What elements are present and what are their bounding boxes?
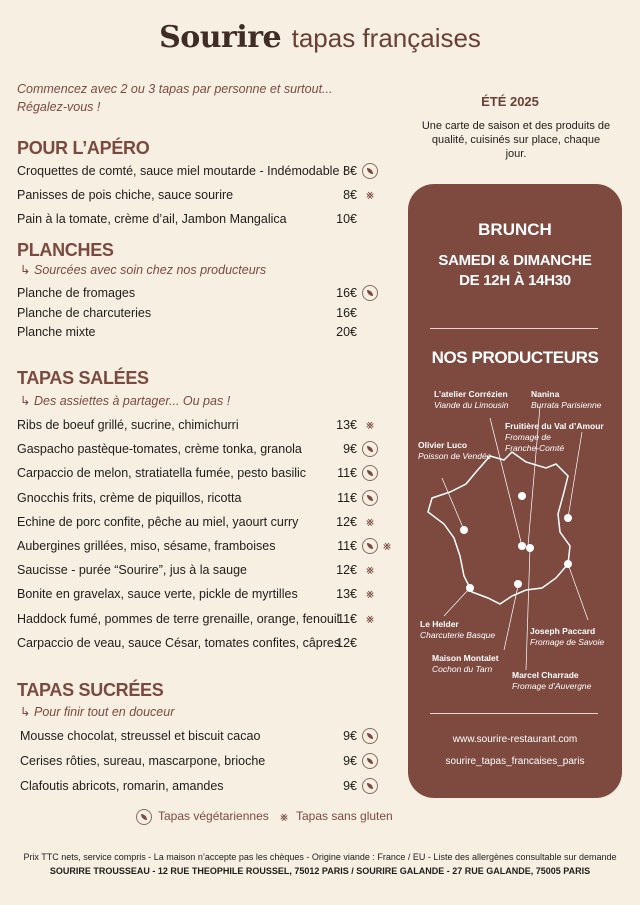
vegetarian-icon bbox=[362, 490, 378, 506]
producer-name: Maison Montalet bbox=[432, 653, 499, 663]
producer-name: Fruitière du Val d’Amour bbox=[505, 421, 604, 431]
menu-item-price: 10€ bbox=[336, 212, 357, 226]
gluten-free-icon: ⨳ bbox=[382, 538, 392, 553]
subtitle-text: Pour finir tout en douceur bbox=[34, 705, 175, 719]
producer-label bbox=[531, 389, 601, 411]
menu-item bbox=[17, 634, 357, 652]
menu-item-price: 8€ bbox=[343, 188, 357, 202]
brunch-hours: DE 12H À 14H30 bbox=[459, 272, 571, 289]
leader-line bbox=[444, 590, 468, 616]
restaurant-header bbox=[0, 20, 640, 55]
vegetarian-icon bbox=[362, 753, 378, 769]
menu-item-price: 11€ bbox=[337, 466, 357, 481]
gluten-free-icon: ⨳ bbox=[365, 187, 375, 202]
producer-name: L’atelier Corrézien bbox=[434, 389, 508, 399]
gluten-free-icon: ⨳ bbox=[365, 586, 375, 602]
menu-item-price: 16€ bbox=[336, 305, 357, 320]
producer-name: Nanina bbox=[531, 389, 560, 399]
menu-item-price: 8€ bbox=[343, 164, 357, 178]
producers-title: NOS PRODUCTEURS bbox=[431, 348, 599, 367]
menu-item-price: 9€ bbox=[343, 729, 357, 743]
menu-item bbox=[17, 561, 357, 579]
menu-item-name: Croquettes de comté, sauce miel moutarde - Indémodable ! bbox=[17, 164, 347, 178]
menu-item bbox=[20, 727, 357, 745]
map-pin bbox=[564, 560, 572, 568]
menu-item-price: 13€ bbox=[336, 587, 357, 602]
producer-description: Cochon du Tarn bbox=[432, 664, 493, 674]
footer-addresses: SOURIRE TROUSSEAU - 12 RUE THEOPHILE ROUSSEL, 75012 PARIS / SOURIRE GALANDE - 27 RUE GALANDE, 75005 PARIS bbox=[49, 866, 591, 876]
menu-item-name: Carpaccio de melon, stratiatella fumée, pesto basilic bbox=[17, 466, 307, 481]
producer-label bbox=[434, 389, 509, 411]
menu-item-price: 11€ bbox=[337, 539, 357, 553]
menu-item bbox=[17, 210, 357, 228]
producer-description: Viande du Limousin bbox=[434, 400, 509, 410]
map-pin bbox=[466, 584, 474, 592]
menu-item-name: Planche de charcuteries bbox=[17, 305, 152, 320]
menu-item bbox=[17, 186, 357, 204]
producer-label bbox=[530, 626, 604, 648]
menu-item-price: 11€ bbox=[337, 490, 357, 505]
menu-item bbox=[20, 777, 357, 795]
menu-item bbox=[17, 416, 357, 434]
producer-description: Charcuterie Basque bbox=[420, 630, 496, 640]
footer-notes: Prix TTC nets, service compris - La maison n’accepte pas les chèques - Origine viande : France / EU - Liste des allergènes consultable sur demande bbox=[23, 852, 617, 862]
vegetarian-icon bbox=[362, 163, 378, 179]
menu-item-price: 11€ bbox=[337, 611, 357, 626]
producer-name: Le Helder bbox=[420, 619, 459, 629]
menu-item bbox=[17, 304, 357, 322]
menu-item-name: Planche de fromages bbox=[17, 286, 136, 300]
section-subtitle-salees bbox=[20, 393, 230, 408]
menu-item-name: Haddock fumé, pommes de terre grenaille, orange, fenouil bbox=[17, 611, 340, 626]
menu-item-name: Panisses de pois chiche, sauce sourire bbox=[17, 188, 234, 202]
vegetarian-icon bbox=[362, 778, 378, 794]
producer-label bbox=[418, 440, 491, 462]
producer-label bbox=[512, 670, 591, 692]
map-pin bbox=[518, 492, 526, 500]
vegetarian-icon bbox=[362, 538, 378, 554]
leader-line bbox=[526, 548, 530, 670]
menu-item bbox=[17, 513, 357, 531]
producer-label bbox=[432, 653, 499, 675]
menu-item-price: 20€ bbox=[336, 325, 357, 339]
menu-item-price: 9€ bbox=[343, 442, 357, 457]
legend-vegetarian: Tapas végétariennes bbox=[158, 809, 269, 823]
producer-name: Joseph Paccard bbox=[530, 626, 596, 636]
map-pin bbox=[518, 542, 526, 550]
section-title-salees: TAPAS SALÉES bbox=[17, 368, 149, 388]
intro-text bbox=[17, 80, 397, 116]
menu-item-name: Clafoutis abricots, romarin, amandes bbox=[20, 779, 224, 794]
vegetarian-icon bbox=[136, 809, 152, 825]
vegetarian-icon bbox=[362, 285, 378, 301]
subtitle-text: Des assiettes à partager... Ou pas ! bbox=[34, 394, 231, 408]
menu-item bbox=[17, 162, 357, 180]
producer-name: Marcel Charrade bbox=[512, 670, 579, 680]
menu-item bbox=[17, 440, 357, 458]
vegetarian-icon bbox=[362, 465, 378, 481]
producer-description: Fromage d’Auvergne bbox=[512, 681, 592, 691]
gluten-free-icon: ⨳ bbox=[365, 513, 375, 529]
gluten-free-icon: ⨳ bbox=[365, 562, 375, 578]
map-pin bbox=[526, 544, 534, 552]
vegetarian-icon bbox=[362, 441, 378, 457]
gluten-free-icon: ⨳ bbox=[279, 809, 289, 824]
panel-divider bbox=[430, 328, 598, 329]
menu-item-price: 12€ bbox=[336, 563, 357, 578]
hook-icon: ↳ bbox=[20, 705, 31, 719]
producer-label bbox=[505, 421, 604, 454]
menu-item-name: Ribs de boeuf grillé, sucrine, chimichurri bbox=[17, 418, 239, 432]
brunch-days: SAMEDI & DIMANCHE bbox=[438, 252, 592, 269]
menu-item-price: 9€ bbox=[343, 754, 357, 769]
producer-name: Olivier Luco bbox=[418, 440, 468, 450]
menu-item bbox=[17, 284, 357, 302]
menu-item-name: Aubergines grillées, miso, sésame, framboises bbox=[17, 539, 276, 553]
menu-item-name: Carpaccio de veau, sauce César, tomates confites, câpres bbox=[17, 635, 341, 650]
menu-item-price: 13€ bbox=[336, 418, 357, 432]
menu-item-price: 9€ bbox=[343, 779, 357, 794]
menu-item-name: Cerises rôties, sureau, mascarpone, brioche bbox=[20, 754, 266, 769]
map-pin bbox=[514, 580, 522, 588]
section-title-planches: PLANCHES bbox=[17, 240, 114, 260]
section-title-apero: POUR L’APÉRO bbox=[17, 138, 150, 158]
producer-description: Poisson de Vendée bbox=[418, 451, 492, 461]
gluten-free-icon: ⨳ bbox=[365, 417, 375, 432]
hook-icon: ↳ bbox=[20, 263, 31, 277]
season-description: Une carte de saison et des produits de qualité, cuisinés sur place, chaque jour. bbox=[421, 120, 611, 160]
brand-tagline: tapas françaises bbox=[291, 23, 481, 53]
legend-gluten-free: Tapas sans gluten bbox=[296, 809, 393, 823]
menu-item-name: Echine de porc confite, pêche au miel, yaourt curry bbox=[17, 514, 299, 529]
producer-description: Burrata Parisienne bbox=[531, 400, 602, 410]
menu-item-name: Gaspacho pastèque-tomates, crème tonka, granola bbox=[17, 442, 302, 457]
website-link[interactable]: www.sourire-restaurant.com bbox=[452, 734, 578, 745]
season-title: ÉTÉ 2025 bbox=[481, 94, 539, 109]
menu-item bbox=[17, 610, 357, 628]
menu-item-price: 16€ bbox=[336, 286, 357, 300]
menu-item bbox=[20, 752, 357, 770]
map-pin bbox=[564, 514, 572, 522]
instagram-handle[interactable]: sourire_tapas_francaises_paris bbox=[445, 756, 585, 767]
menu-item-name: Pain à la tomate, crème d’ail, Jambon Mangalica bbox=[17, 212, 287, 226]
hook-icon: ↳ bbox=[20, 394, 31, 408]
menu-item-name: Saucisse - purée “Sourire”, jus à la sauge bbox=[17, 563, 247, 578]
section-title-sucrees: TAPAS SUCRÉES bbox=[17, 680, 164, 700]
menu-item-price: 12€ bbox=[336, 514, 357, 529]
intro-line-1: Commencez avec 2 ou 3 tapas par personne et surtout... bbox=[17, 82, 333, 96]
menu-item bbox=[17, 537, 357, 555]
map-pin bbox=[460, 526, 468, 534]
menu-item-price: 12€ bbox=[336, 635, 357, 650]
section-subtitle-planches bbox=[20, 262, 266, 277]
brand-logo: Sourire bbox=[159, 20, 282, 55]
section-subtitle-sucrees bbox=[20, 704, 174, 719]
subtitle-text: Sourcées avec soin chez nos producteurs bbox=[34, 263, 267, 277]
intro-line-2: Régalez-vous ! bbox=[17, 100, 101, 114]
menu-item bbox=[17, 323, 357, 341]
menu-item bbox=[17, 464, 357, 482]
producer-description: Fromage de Franche-Comté bbox=[505, 432, 565, 453]
menu-item-name: Gnocchis frits, crème de piquillos, ricotta bbox=[17, 490, 242, 505]
menu-item-name: Planche mixte bbox=[17, 325, 96, 339]
menu-item bbox=[17, 489, 357, 507]
menu-item bbox=[17, 585, 357, 603]
vegetarian-icon bbox=[362, 728, 378, 744]
producer-label bbox=[420, 619, 495, 641]
leader-line bbox=[442, 478, 464, 530]
producer-description: Fromage de Savoie bbox=[530, 637, 605, 647]
france-outline bbox=[428, 452, 570, 604]
gluten-free-icon: ⨳ bbox=[365, 610, 375, 626]
menu-item-name: Bonite en gravelax, sauce verte, pickle de myrtilles bbox=[17, 587, 298, 602]
panel-divider-2 bbox=[430, 713, 598, 714]
leader-line bbox=[504, 586, 518, 650]
leader-line bbox=[568, 564, 588, 620]
menu-item-name: Mousse chocolat, streussel et biscuit cacao bbox=[20, 729, 261, 743]
brunch-title: BRUNCH bbox=[478, 220, 552, 239]
